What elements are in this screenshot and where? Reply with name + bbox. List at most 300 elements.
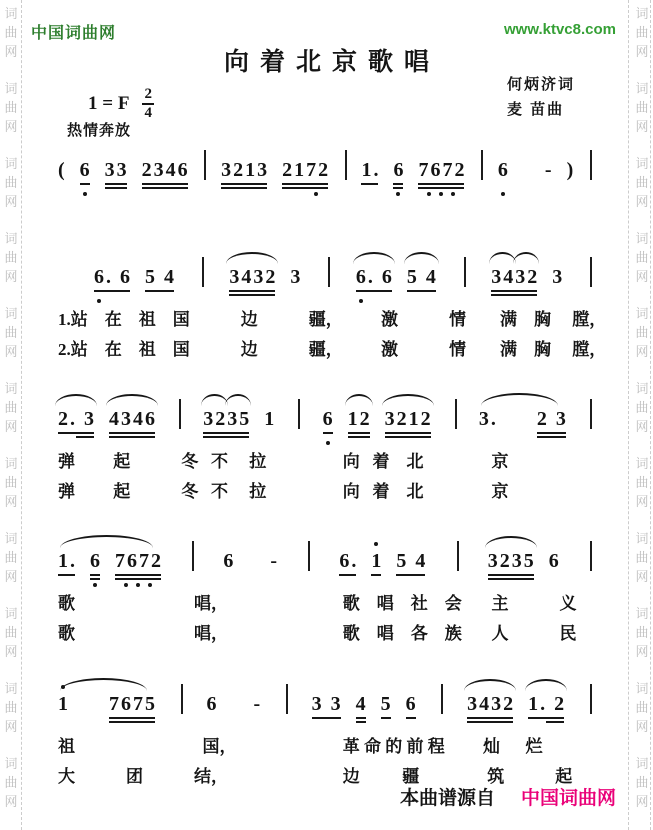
watermark-char: 网 xyxy=(4,419,18,434)
beam-line xyxy=(381,717,391,719)
measure xyxy=(58,693,157,715)
lyric-line-2: 弹 起 冬 不 拉 向 着 北 京 xyxy=(58,482,509,501)
beam-line xyxy=(393,183,403,185)
measure xyxy=(467,693,566,715)
beam-line xyxy=(109,721,155,723)
watermark-char: 词 xyxy=(635,531,649,546)
low-octave-dots xyxy=(393,192,403,196)
source-site-link[interactable]: 中国词曲网 xyxy=(520,788,616,809)
slur-arc xyxy=(353,252,395,264)
slur-arc xyxy=(60,535,153,548)
watermark-char: 曲 xyxy=(635,775,649,790)
watermark-group xyxy=(634,679,650,736)
slur-arc xyxy=(513,252,539,264)
watermark-char: 词 xyxy=(635,606,649,621)
credits xyxy=(507,72,575,122)
note-group xyxy=(270,550,279,572)
lyric-line-1: 歌 唱， 歌 唱 社 会 主 义 xyxy=(58,594,577,613)
low-octave-dots xyxy=(80,192,90,196)
note-group xyxy=(115,550,163,572)
watermark-group xyxy=(634,379,650,436)
watermark-char: 网 xyxy=(4,794,18,809)
watermark-char: 网 xyxy=(4,194,18,209)
slur-arc xyxy=(60,678,147,691)
watermark-char: 网 xyxy=(4,269,18,284)
barline xyxy=(308,541,310,571)
note-group xyxy=(109,408,157,430)
note-group xyxy=(207,693,219,715)
watermark-char: 曲 xyxy=(4,700,18,715)
beam-line xyxy=(488,574,534,576)
note-group xyxy=(381,693,393,715)
barline xyxy=(202,257,204,287)
note-digits: 1 xyxy=(58,693,70,715)
watermark-char: 词 xyxy=(635,231,649,246)
slur-arc xyxy=(55,394,97,406)
beam-line xyxy=(385,432,431,434)
measure xyxy=(58,408,157,430)
slur-arc xyxy=(525,679,567,691)
note-digits: 3 3 xyxy=(311,693,343,715)
note-group xyxy=(406,693,418,715)
slur-arc xyxy=(345,394,373,406)
beam-line xyxy=(406,717,416,719)
low-octave-dots xyxy=(356,299,392,303)
notes-row xyxy=(58,150,592,181)
note-group xyxy=(229,266,277,288)
beam-line-short xyxy=(76,436,94,438)
note-group xyxy=(282,159,330,181)
watermark-char: 曲 xyxy=(4,175,18,190)
beam-line xyxy=(537,432,566,434)
watermark-char: 词 xyxy=(4,456,18,471)
octave-dot xyxy=(326,441,330,445)
note-group xyxy=(552,266,564,288)
lyricist-credit: 何炳济词 xyxy=(507,76,576,93)
right-dashed-rule xyxy=(628,0,629,830)
measure xyxy=(361,159,466,181)
slur-arc xyxy=(481,393,558,406)
watermark-group xyxy=(634,754,650,811)
beam-line xyxy=(58,574,75,576)
beam-line xyxy=(418,187,464,189)
note-digits: 6. xyxy=(339,550,359,572)
tempo-marking: 热情奔放 xyxy=(67,122,132,139)
barline xyxy=(441,684,443,714)
measure xyxy=(203,408,276,430)
barline xyxy=(590,399,592,429)
beam-line xyxy=(145,290,174,292)
right-watermark-column xyxy=(634,4,650,829)
watermark-char: 曲 xyxy=(4,325,18,340)
note-group xyxy=(537,408,568,430)
beam-line xyxy=(221,183,267,185)
beam-line xyxy=(105,187,127,189)
measure xyxy=(488,550,561,572)
watermark-char: 词 xyxy=(4,6,18,21)
note-digits: 1. xyxy=(58,550,77,572)
beam-line xyxy=(115,574,161,576)
beam-line xyxy=(105,183,127,185)
watermark-char: 网 xyxy=(635,269,649,284)
note-group xyxy=(479,408,498,430)
note-group xyxy=(491,266,539,288)
slur-arc xyxy=(404,252,439,264)
beam-line xyxy=(312,717,341,719)
barline xyxy=(345,150,347,180)
watermark-char: 曲 xyxy=(635,250,649,265)
low-octave-dots xyxy=(282,192,328,196)
watermark-char: 网 xyxy=(635,44,649,59)
note-digits: 3432 xyxy=(229,266,278,288)
low-octave-dots xyxy=(94,299,130,303)
note-group xyxy=(58,550,77,572)
beam-line xyxy=(109,436,155,438)
beam-line xyxy=(488,578,534,580)
measure xyxy=(94,266,176,288)
beam-line xyxy=(371,574,381,576)
watermark-char: 网 xyxy=(635,794,649,809)
watermark-char: 词 xyxy=(4,531,18,546)
music-system-1 xyxy=(58,150,592,181)
beam-line xyxy=(109,432,155,434)
watermark-group xyxy=(634,304,650,361)
high-octave-dot xyxy=(374,542,378,546)
watermark-char: 曲 xyxy=(635,400,649,415)
note-group xyxy=(323,408,335,430)
watermark-char: 曲 xyxy=(4,100,18,115)
footer xyxy=(0,783,616,810)
beam-line xyxy=(393,187,403,189)
watermark-char: 网 xyxy=(635,644,649,659)
watermark-char: 词 xyxy=(635,156,649,171)
watermark-char: 曲 xyxy=(635,100,649,115)
beam-line xyxy=(142,183,188,185)
beam-line xyxy=(467,721,513,723)
beam-line xyxy=(491,290,537,292)
watermark-char: 曲 xyxy=(635,700,649,715)
watermark-char: 网 xyxy=(635,719,649,734)
beam-line xyxy=(221,187,267,189)
watermark-char: 词 xyxy=(4,606,18,621)
barline xyxy=(179,399,181,429)
notes-row xyxy=(58,541,592,572)
note-group xyxy=(58,693,70,715)
time-numerator: 2 xyxy=(142,86,154,105)
site-url-link[interactable]: www.ktvc8.com xyxy=(504,21,616,38)
watermark-char: 曲 xyxy=(635,325,649,340)
note-digits: 5 4 xyxy=(396,550,428,572)
note-digits: 6 xyxy=(79,159,92,181)
barline xyxy=(204,150,206,180)
key-prefix: 1 = F xyxy=(88,92,130,114)
watermark-char: 词 xyxy=(4,81,18,96)
slur-arc xyxy=(226,252,278,264)
note-group xyxy=(142,159,190,181)
note-digits: 6 xyxy=(90,550,102,572)
notes-row xyxy=(94,257,592,288)
note-digits: 6 xyxy=(405,693,418,715)
key-signature xyxy=(88,86,154,121)
low-octave-dots xyxy=(498,192,508,196)
notes-row xyxy=(58,399,592,430)
measure xyxy=(339,550,427,572)
watermark-char: 曲 xyxy=(635,625,649,640)
note-digits: 6 xyxy=(393,159,406,181)
watermark-group xyxy=(3,229,19,286)
note-digits: 5 xyxy=(380,693,393,715)
note-group xyxy=(545,159,554,181)
measure xyxy=(498,159,575,181)
note-group xyxy=(254,693,263,715)
barline xyxy=(481,150,483,180)
music-system-3 xyxy=(58,399,592,507)
watermark-group xyxy=(634,604,650,661)
note-digits: 1 xyxy=(371,550,384,572)
watermark-char: 词 xyxy=(635,306,649,321)
beam-line xyxy=(203,436,249,438)
note-group xyxy=(567,159,576,181)
watermark-char: 曲 xyxy=(635,25,649,40)
note-group xyxy=(371,550,383,572)
watermark-char: 曲 xyxy=(4,400,18,415)
watermark-group xyxy=(3,154,19,211)
note-digits: 7672 xyxy=(418,159,467,181)
watermark-char: 网 xyxy=(635,569,649,584)
beam-line xyxy=(90,574,100,576)
note-digits: 2172 xyxy=(282,159,331,181)
high-octave-dot xyxy=(61,685,65,689)
note-digits: 5 4 xyxy=(406,266,438,288)
beam-line xyxy=(396,574,425,576)
watermark-char: 网 xyxy=(635,344,649,359)
note-digits: 6 xyxy=(206,693,219,715)
beam-line xyxy=(348,436,370,438)
measure xyxy=(491,266,564,288)
octave-dot xyxy=(427,192,431,196)
watermark-group xyxy=(634,229,650,286)
watermark-char: 词 xyxy=(4,156,18,171)
watermark-char: 词 xyxy=(635,81,649,96)
barline xyxy=(181,684,183,714)
octave-dot xyxy=(359,299,363,303)
beam-line xyxy=(361,183,378,185)
barline xyxy=(192,541,194,571)
note-digits: 3212 xyxy=(384,408,433,430)
octave-dot xyxy=(314,192,318,196)
slur-arc xyxy=(106,394,158,406)
beam-line xyxy=(229,294,275,296)
note-digits: 3 xyxy=(290,266,303,288)
note-group xyxy=(203,408,251,430)
watermark-char: 词 xyxy=(4,306,18,321)
time-signature xyxy=(142,86,154,121)
slur-arc xyxy=(464,679,516,691)
note-group xyxy=(361,159,380,181)
note-digits: 6 xyxy=(223,550,236,572)
beam-line xyxy=(94,290,130,292)
note-group xyxy=(58,408,96,430)
note-group xyxy=(549,550,561,572)
note-digits: 6 xyxy=(497,159,510,181)
note-digits: 3. xyxy=(478,408,498,430)
watermark-char: 曲 xyxy=(4,475,18,490)
beam-line xyxy=(203,432,249,434)
note-digits: 4346 xyxy=(109,408,157,430)
note-digits: 6 xyxy=(548,550,561,572)
beam-line xyxy=(348,432,370,434)
slur-arc xyxy=(201,394,227,406)
low-octave-dots xyxy=(90,583,100,587)
beam-line xyxy=(528,717,564,719)
watermark-char: 网 xyxy=(635,119,649,134)
left-dashed-rule xyxy=(21,0,22,830)
note-digits: 4 xyxy=(355,693,368,715)
watermark-char: 词 xyxy=(635,756,649,771)
note-digits: 3213 xyxy=(221,159,270,181)
note-group xyxy=(488,550,536,572)
slur-arc xyxy=(485,536,537,548)
watermark-group xyxy=(3,529,19,586)
measure xyxy=(356,266,438,288)
beam-line xyxy=(323,432,333,434)
low-octave-dots xyxy=(418,192,464,196)
barline xyxy=(464,257,466,287)
watermark-group xyxy=(3,79,19,136)
watermark-group xyxy=(3,604,19,661)
measure xyxy=(479,408,568,430)
music-system-2 xyxy=(58,257,607,365)
measure xyxy=(312,693,418,715)
note-digits: ( xyxy=(58,159,67,181)
watermark-char: 曲 xyxy=(4,775,18,790)
note-group xyxy=(467,693,515,715)
beam-line xyxy=(282,183,328,185)
watermark-char: 词 xyxy=(635,6,649,21)
note-group xyxy=(393,159,405,181)
lyric-line-1: 弹 起 冬 不 拉 向 着 北 京 xyxy=(58,452,509,471)
watermark-char: 曲 xyxy=(4,550,18,565)
octave-dot xyxy=(439,192,443,196)
note-group xyxy=(312,693,343,715)
watermark-char: 词 xyxy=(4,231,18,246)
watermark-char: 曲 xyxy=(635,175,649,190)
barline xyxy=(455,399,457,429)
watermark-char: 词 xyxy=(4,681,18,696)
source-label: 本曲谱源自 xyxy=(399,788,495,809)
note-digits: 2346 xyxy=(141,159,190,181)
note-digits: 1. 2 xyxy=(528,693,567,715)
note-digits: 1 xyxy=(264,408,277,430)
site-name-link[interactable]: 中国词曲网 xyxy=(31,25,117,42)
note-group xyxy=(407,266,438,288)
octave-dot xyxy=(136,583,140,587)
note-group xyxy=(385,408,433,430)
beam-line xyxy=(58,432,94,434)
beam-line xyxy=(90,578,100,580)
barline xyxy=(590,541,592,571)
watermark-char: 网 xyxy=(635,494,649,509)
note-digits: - xyxy=(253,693,263,715)
notes-row xyxy=(58,684,592,715)
note-digits: 6 xyxy=(322,408,335,430)
barline xyxy=(590,684,592,714)
watermark-char: 曲 xyxy=(4,25,18,40)
beam-line xyxy=(385,436,431,438)
watermark-group xyxy=(634,154,650,211)
barline xyxy=(286,684,288,714)
note-group xyxy=(396,550,427,572)
watermark-group xyxy=(3,304,19,361)
note-group xyxy=(356,693,368,715)
note-digits: 6. 6 xyxy=(94,266,132,288)
note-digits: 3432 xyxy=(491,266,540,288)
note-digits: 2. 3 xyxy=(58,408,96,430)
note-digits: 3432 xyxy=(467,693,516,715)
watermark-char: 网 xyxy=(4,644,18,659)
lyric-line-2: 大 团 结， 边 疆 筑 起 xyxy=(58,767,573,786)
note-digits: - xyxy=(544,159,554,181)
note-digits: ) xyxy=(566,159,576,181)
watermark-group xyxy=(634,454,650,511)
note-digits: 6. 6 xyxy=(355,266,394,288)
beam-line xyxy=(282,187,328,189)
octave-dot xyxy=(396,192,400,196)
slur-arc xyxy=(225,394,251,406)
note-digits: 3235 xyxy=(203,408,252,430)
measure xyxy=(223,550,279,572)
composer-credit: 麦 苗曲 xyxy=(507,101,565,118)
barline xyxy=(457,541,459,571)
left-watermark-column xyxy=(3,4,19,829)
watermark-char: 网 xyxy=(4,344,18,359)
note-digits: 33 xyxy=(104,159,129,181)
lyric-line-1: 祖 国， 革 命 的 前 程 灿 烂 xyxy=(58,737,543,756)
barline xyxy=(298,399,300,429)
measure xyxy=(221,159,330,181)
measure xyxy=(229,266,302,288)
measure xyxy=(58,550,163,572)
watermark-char: 词 xyxy=(4,381,18,396)
watermark-char: 网 xyxy=(4,44,18,59)
watermark-char: 网 xyxy=(4,569,18,584)
note-digits: - xyxy=(270,550,280,572)
watermark-group xyxy=(3,679,19,736)
music-system-5 xyxy=(58,684,592,792)
note-digits: 2 3 xyxy=(536,408,568,430)
beam-line xyxy=(109,717,155,719)
note-group xyxy=(221,159,269,181)
note-group xyxy=(498,159,510,181)
watermark-char: 网 xyxy=(635,194,649,209)
note-group xyxy=(290,266,302,288)
beam-line xyxy=(356,717,366,719)
beam-line xyxy=(356,721,366,723)
octave-dot xyxy=(97,299,101,303)
watermark-char: 词 xyxy=(4,756,18,771)
music-system-4 xyxy=(58,541,592,649)
note-group xyxy=(418,159,466,181)
song-title: 向着北京歌唱 xyxy=(223,49,440,76)
slur-arc xyxy=(382,394,434,406)
note-group xyxy=(528,693,566,715)
note-group xyxy=(90,550,102,572)
beam-line xyxy=(537,436,566,438)
octave-dot xyxy=(451,192,455,196)
barline xyxy=(328,257,330,287)
note-digits: 3 xyxy=(552,266,565,288)
watermark-char: 曲 xyxy=(4,250,18,265)
